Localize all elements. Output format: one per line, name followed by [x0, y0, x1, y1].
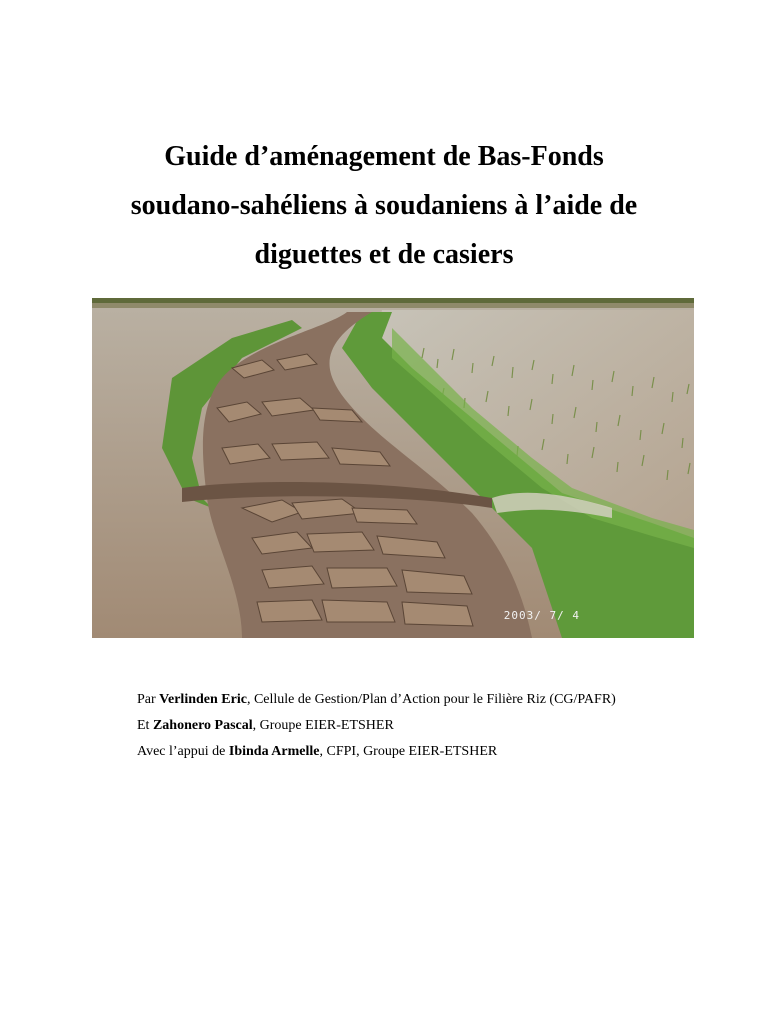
credit-affiliation: , Cellule de Gestion/Plan d’Action pour le Filière Riz (CG/PAFR)	[246, 692, 616, 707]
title-line-3: diguettes et de casiers	[254, 239, 514, 270]
credit-line	[137, 687, 616, 713]
title-line-2: soudano-sahéliens à soudaniens à l’aide de	[130, 190, 638, 221]
document-title	[60, 132, 708, 279]
credit-prefix: Et	[137, 718, 153, 733]
credit-affiliation: , CFPI, Groupe EIER-ETSHER	[319, 744, 498, 759]
title-line-1: Guide d’aménagement de Bas-Fonds	[164, 141, 604, 172]
photo-date-stamp: 2003/ 7/ 4	[503, 609, 580, 622]
credit-prefix: Par	[137, 692, 160, 707]
credit-prefix: Avec l’appui de	[137, 744, 229, 759]
stone-dike-photo-illustration	[92, 298, 694, 638]
author-name: Ibinda Armelle	[228, 744, 320, 759]
author-credits	[137, 687, 616, 765]
author-name: Zahonero Pascal	[152, 718, 253, 733]
credit-line	[137, 713, 616, 739]
cover-photo	[92, 298, 694, 638]
credit-line	[137, 739, 616, 765]
author-name: Verlinden Eric	[159, 692, 247, 707]
credit-affiliation: , Groupe EIER-ETSHER	[252, 718, 394, 733]
